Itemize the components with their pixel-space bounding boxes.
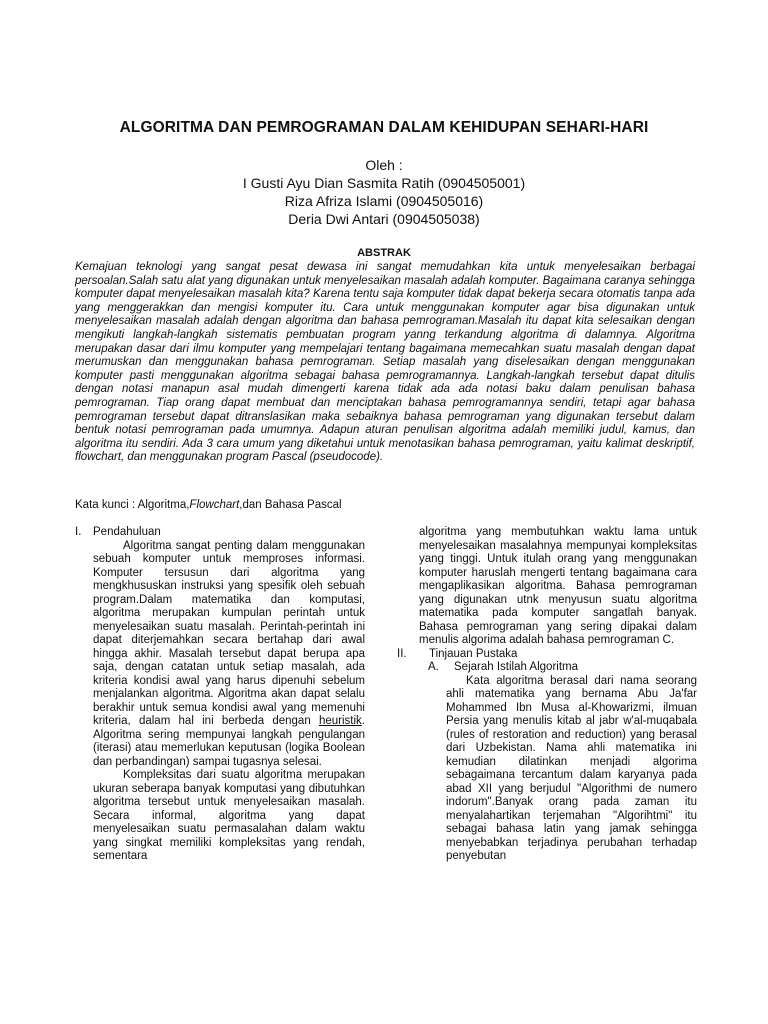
left-column — [75, 526, 365, 864]
body-paragraph — [75, 540, 365, 770]
body-paragraph: Kompleksitas dari suatu algoritma merupakan ukuran seberapa banyak komputasi yang dibutuhkan algoritma tersebut untuk menyelesaikan masalah. Secara informal, algoritma yang dapat menyelesaikan suatu permasalahan dalam waktu yang singkat memiliki kompleksitas yang rendah, sementara — [93, 769, 365, 862]
keywords-prefix: Kata kunci : Algoritma, — [75, 499, 190, 511]
section-heading-tinjauan — [397, 648, 697, 662]
paragraph-text: Algoritma sangat penting dalam menggunakan sebuah komputer untuk memproses informasi. Komputer tersusun dari algoritma yang mengkhususkan instruksi yang spesifik oleh sebuah program.Dalam matematika dan komputasi, algoritma merupakan kumpulan perintah untuk menyelesaikan suatu masalah. Perintah-perintah ini dapat diterjemahkan secara bertahap dari awal hingga akhir. Masalah tersebut dapat berupa apa saja, dengan catatan untuk setiap masalah, ada kriteria kondisi awal yang harus dipenuhi sebelum menjalankan algoritma. Algoritma akan dapat selalu berakhir untuk semua kondisi awal yang memenuhi kriteria, dalam hal ini berbeda dengan — [93, 539, 365, 727]
paragraph-text: . Algoritma sering mempunyai langkah pengulangan (iterasi) atau memerlukan keputusan (logika Boolean dan perbandingan) sampai tugasnya selesai. — [93, 715, 365, 768]
body-paragraph: Kata algoritma berasal dari nama seorang ahli matematika yang bernama Abu Ja'far Mohammed Ibn Musa al-Khowarizmi, ilmuan Persia yang menulis kitab al jabr w'al-muqabala (rules of restoration and reduction) yang berasal dari Uzbekistan. Nama ahli matematika ini kemudian dilatinkan menjadi algorima sebagaimana tercantum dalam karyanya pada abad XII yang berjudul "Algorithmi de numero indorum".Banyak orang pada zaman itu menyalahartikan terjemahan "Algorihtmi" itu sebagai bahasa latin yang jamak sehingga menyebabkan terjadinya perubahan terhadap penyebutan — [446, 674, 697, 862]
subsection-number: A. — [428, 661, 439, 673]
abstract-text: Kemajuan teknologi yang sangat pesat dewasa ini sangat memudahkan kita untuk menyelesaikan berbagai persoalan.Salah satu alat yang digunakan untuk menyelesaikan masalah adalah komputer. Bagaimana caranya sehingga komputer dapat menyelesaikan masalah kita? Karena tentu saja komputer tidak dapat bekerja secara otomatis tanpa ada yang menggerakkan dan mengisi komputer itu. Cara untuk menggunakan komputer agar bisa digunakan untuk menyelesaikan masalah adalah dengan algoritma dan bahasa pemrograman.Masalah itu dapat kita selesaikan dengan mengikuti langkah-langkah sistematis pembuatan program yanng terkandung algoritma di dalamnya. Algoritma merupakan dasar dari ilmu komputer yang mempelajari tentang bagaimana memecahkan suatu masalah dengan dapat merumuskan dan menggunakan bahasa pemrograman. Setiap masalah yang diselesaikan dengan menggunakan komputer pasti menggunakan algoritma sebagai bahasa pemrogramannya. Langkah-langkah tersebut dapat ditulis dengan notasi manapun asal mudah dimengerti karena tidak ada ada notasi baku dalam penulisan bahasa pemrograman. Tiap orang dapat membuat dan menciptakan bahasa pemrogramannya sendiri, tetapi agar bahasa pemrograman tersebut dapat ditranslasikan maka sebaiknya bahasa pemrograman yang digunakan tersebut dalam bentuk notasi pemrograman pada umumnya. Adapun aturan penulisan algoritma adalah memiliki judul, kamus, dan algoritma itu sendiri. Ada 3 cara umum yang diketahui untuk menotasikan bahasa pemrograman, yaitu kalimat deskriptif, flowchart, dan menggunakan program Pascal (pseudocode). — [75, 261, 695, 464]
right-column — [397, 526, 697, 864]
section-number: II. — [397, 647, 407, 660]
author-name: Deria Dwi Antari (0904505038) — [288, 211, 480, 227]
keywords-suffix: ,dan Bahasa Pascal — [239, 499, 342, 511]
keywords-italic: Flowchart — [189, 499, 240, 511]
section-title: Tinjauan Pustaka — [429, 647, 518, 660]
author-block — [120, 156, 648, 228]
section-title: Pendahuluan — [93, 526, 161, 538]
author-by-label: Oleh : — [365, 157, 403, 173]
subsection-title: Sejarah Istilah Algoritma — [454, 661, 579, 673]
section-number: I. — [75, 526, 82, 538]
keywords-line — [75, 498, 695, 512]
body-paragraph-continued: algoritma yang membutuhkan waktu lama untuk menyelesaikan masalahnya mempunyai kompleksitas yang tinggi. Untuk itulah orang yang menggunakan komputer haruslah mengerti tentang bagaimana cara mengaplikasikan algoritma. Bahasa pemrograman yang digunakan utnk menyusun suatu algoritma matematika pada komputer sangatlah banyak. Bahasa pemrograman yang sering dipakai dalam menulis algorima adalah bahasa pemrograman C. — [419, 526, 697, 646]
author-name: I Gusti Ayu Dian Sasmita Ratih (0904505001) — [242, 175, 526, 191]
author-name: Riza Afriza Islami (0904505016) — [284, 193, 484, 209]
subsection-heading-sejarah — [428, 661, 697, 675]
heuristik-link[interactable]: heuristik — [318, 715, 362, 727]
section-heading-pendahuluan — [75, 526, 365, 540]
abstract-heading: ABSTRAK — [357, 247, 411, 259]
paper-title: ALGORITMA DAN PEMROGRAMAN DALAM KEHIDUPAN SEHARI-HARI — [119, 119, 649, 136]
